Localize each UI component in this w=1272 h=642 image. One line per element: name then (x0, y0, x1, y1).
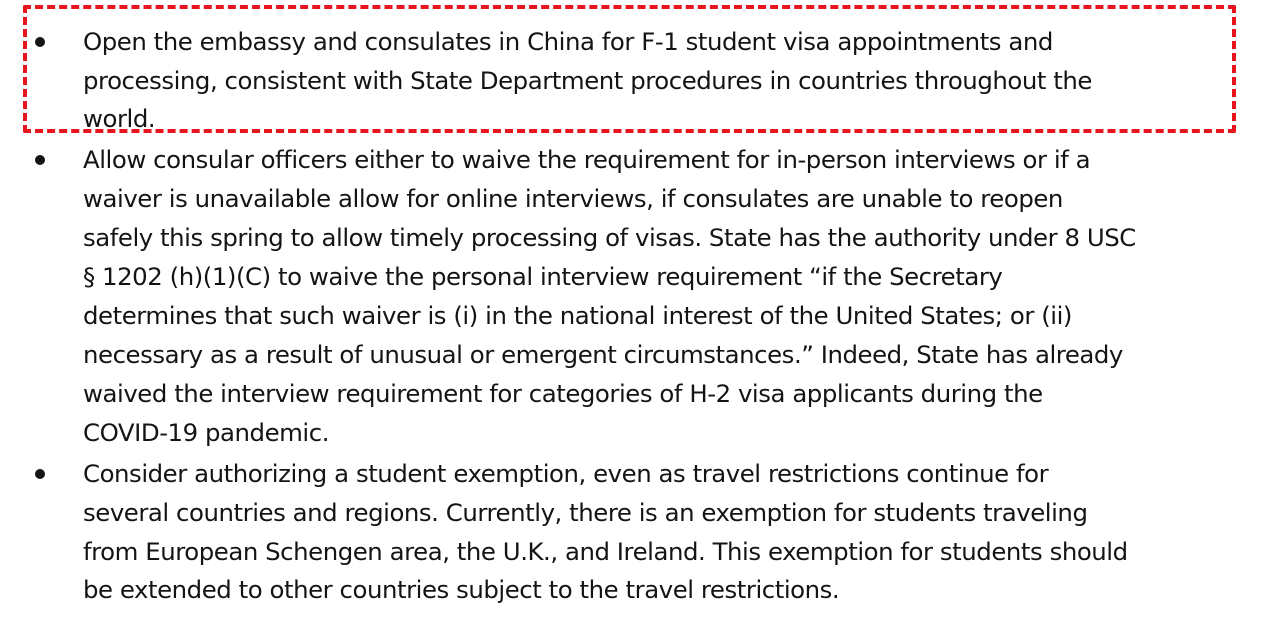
bullet-line: be extended to other countries subject to the travel restrictions. (83, 575, 840, 604)
bullet-icon (35, 155, 45, 165)
bullet-line: COVID-19 pandemic. (83, 418, 330, 447)
bullet-line: waived the interview requirement for categories of H-2 visa applicants during the (83, 379, 1043, 408)
bullet-line: from European Schengen area, the U.K., and Ireland. This exemption for students should (83, 537, 1128, 566)
bullet-line: Consider authorizing a student exemption, even as travel restrictions continue for (83, 459, 1049, 488)
bullet-line: § 1202 (h)(1)(C) to waive the personal interview requirement “if the Secretary (83, 262, 1003, 291)
bullet-line: world. (83, 104, 156, 133)
bullet-line: Open the embassy and consulates in China for F-1 student visa appointments and (83, 27, 1053, 56)
bullet-icon (35, 37, 45, 47)
bullet-icon (35, 469, 45, 479)
bullet-line: several countries and regions. Currently, there is an exemption for students traveling (83, 498, 1088, 527)
bullet-line: determines that such waiver is (i) in the national interest of the United States; or (ii) (83, 301, 1072, 330)
bullet-line: safely this spring to allow timely processing of visas. State has the authority under 8 USC (83, 223, 1136, 252)
bullet-line: necessary as a result of unusual or emergent circumstances.” Indeed, State has already (83, 340, 1123, 369)
bullet-line: processing, consistent with State Department procedures in countries throughout the (83, 66, 1092, 95)
bullet-line: waiver is unavailable allow for online interviews, if consulates are unable to reopen (83, 184, 1063, 213)
bullet-line: Allow consular officers either to waive the requirement for in-person interviews or if a (83, 145, 1091, 174)
